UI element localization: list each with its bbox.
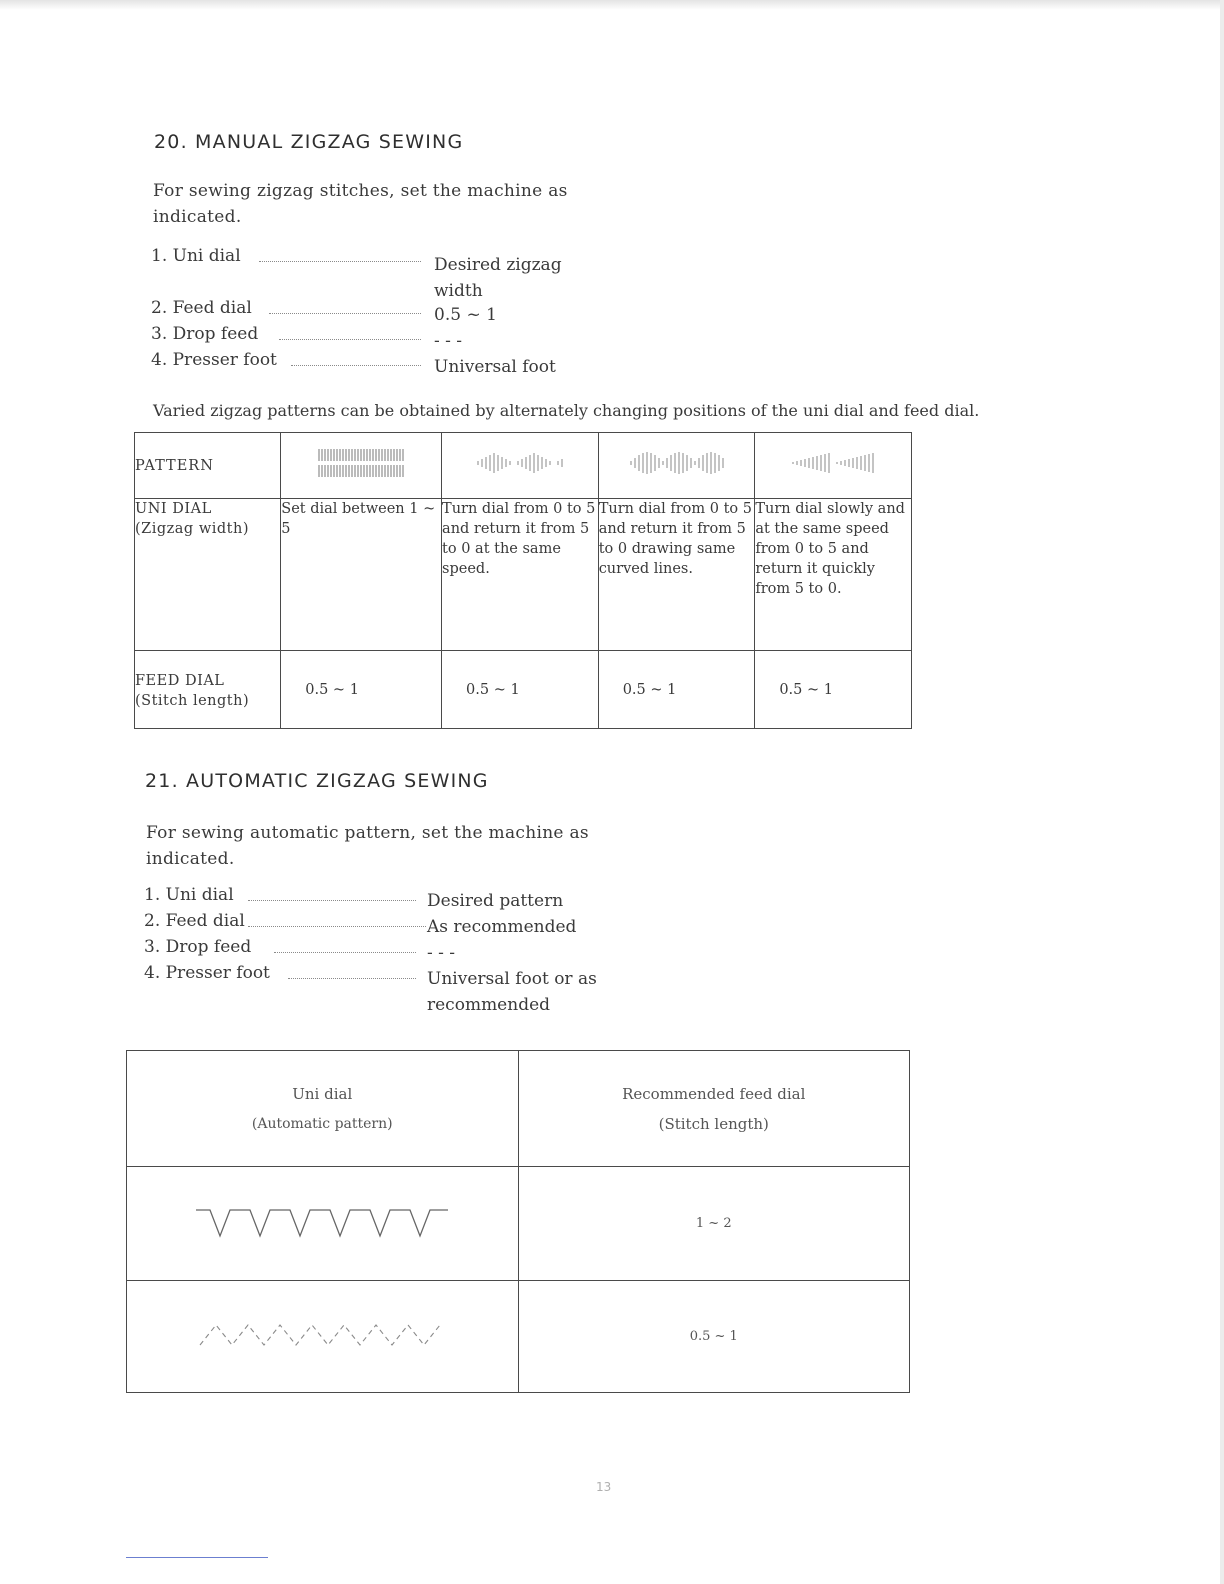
setting-label: 3. Drop feed [144,937,252,957]
feed-value-cell: 0.5 ~ 1 [518,1281,910,1393]
leader-dots [288,978,416,979]
uni-dial-header-label: Uni dial [292,1084,353,1103]
feed-dial-value: 0.5 ~ 1 [598,651,755,729]
blind-stitch-cell [127,1167,519,1281]
setting-value: Universal foot or as recommended [427,969,597,1015]
blind-stitch-icon [192,1202,452,1242]
stitch-length-label: (Stitch length) [135,693,250,709]
uni-dial-value: Set dial between 1 ~ 5 [281,499,442,651]
satin-pattern [281,433,442,499]
feed-dial-row-header [135,651,281,729]
arrow-pattern [755,433,912,499]
setting-value: Desired zigzag width [434,255,562,301]
feed-value-cell: 1 ~ 2 [518,1167,910,1281]
leader-dots [248,900,416,901]
uni-dial-value: Turn dial slowly and at the same speed from 0 to 5 and return it quickly from 5 to 0. [755,499,912,651]
satin-stitch-icon [315,445,407,481]
setting-value: Universal foot [434,357,556,377]
leader-dots [269,313,421,314]
scallop-pattern [598,433,755,499]
scallop-stitch-icon [627,445,727,481]
section-20-settings [151,246,611,386]
feed-dial-header [518,1051,910,1167]
scan-right-edge [1220,0,1224,1584]
setting-value: - - - [434,331,463,351]
uni-dial-value: Turn dial from 0 to 5 and return it from 5 to 0 at the same speed. [442,499,599,651]
pattern-header: PATTERN [135,433,281,499]
setting-label: 4. Presser foot [144,963,270,983]
manual-zigzag-table [134,432,912,729]
setting-label: 2. Feed dial [151,298,252,318]
setting-value: 0.5 ~ 1 [434,305,497,325]
stitch-length-header-label: (Stitch length) [658,1114,769,1133]
setting-label: 1. Uni dial [144,885,234,905]
diamond-pattern [442,433,599,499]
setting-value: Desired pattern [427,891,564,911]
setting-value: As recommended [427,917,577,937]
leader-dots [279,339,421,340]
multi-zigzag-icon [192,1315,452,1355]
page-number: 13 [596,1480,612,1494]
setting-label: 2. Feed dial [144,911,245,931]
setting-value: - - - [427,943,456,963]
section-20-heading: 20. MANUAL ZIGZAG SEWING [154,131,464,153]
arrowhead-stitch-icon [785,445,881,481]
uni-dial-row-header [135,499,281,651]
scan-underline [126,1557,268,1558]
section-21-heading: 21. AUTOMATIC ZIGZAG SEWING [145,770,489,792]
uni-dial-value: Turn dial from 0 to 5 and return it from 5 to 0 drawing same curved lines. [598,499,755,651]
zigzag-width-label: (Zigzag width) [135,521,249,537]
varied-patterns-text: Varied zigzag patterns can be obtained by alternately changing positions of the uni dial and feed dial. [153,401,980,420]
setting-label: 1. Uni dial [151,246,241,266]
scan-top-edge [0,0,1224,10]
setting-label: 4. Presser foot [151,350,277,370]
section-20-intro: For sewing zigzag stitches, set the machine as indicated. [153,181,568,227]
leader-dots [259,261,421,262]
setting-label: 3. Drop feed [151,324,259,344]
uni-dial-header [127,1051,519,1167]
feed-dial-value: 0.5 ~ 1 [281,651,442,729]
uni-dial-label: UNI DIAL [135,501,212,517]
leader-dots [274,952,416,953]
multi-zigzag-cell [127,1281,519,1393]
leader-dots [291,365,421,366]
automatic-zigzag-table [126,1050,910,1393]
recommended-feed-dial-label: Recommended feed dial [622,1084,806,1103]
leader-dots [248,926,426,927]
feed-dial-label: FEED DIAL [135,673,225,689]
section-21-intro: For sewing automatic pattern, set the machine as indicated. [146,823,589,869]
diamond-stitch-icon [472,445,568,481]
feed-dial-value: 0.5 ~ 1 [755,651,912,729]
feed-dial-value: 0.5 ~ 1 [442,651,599,729]
section-21-settings [144,885,604,1025]
automatic-pattern-label: (Automatic pattern) [251,1115,393,1132]
